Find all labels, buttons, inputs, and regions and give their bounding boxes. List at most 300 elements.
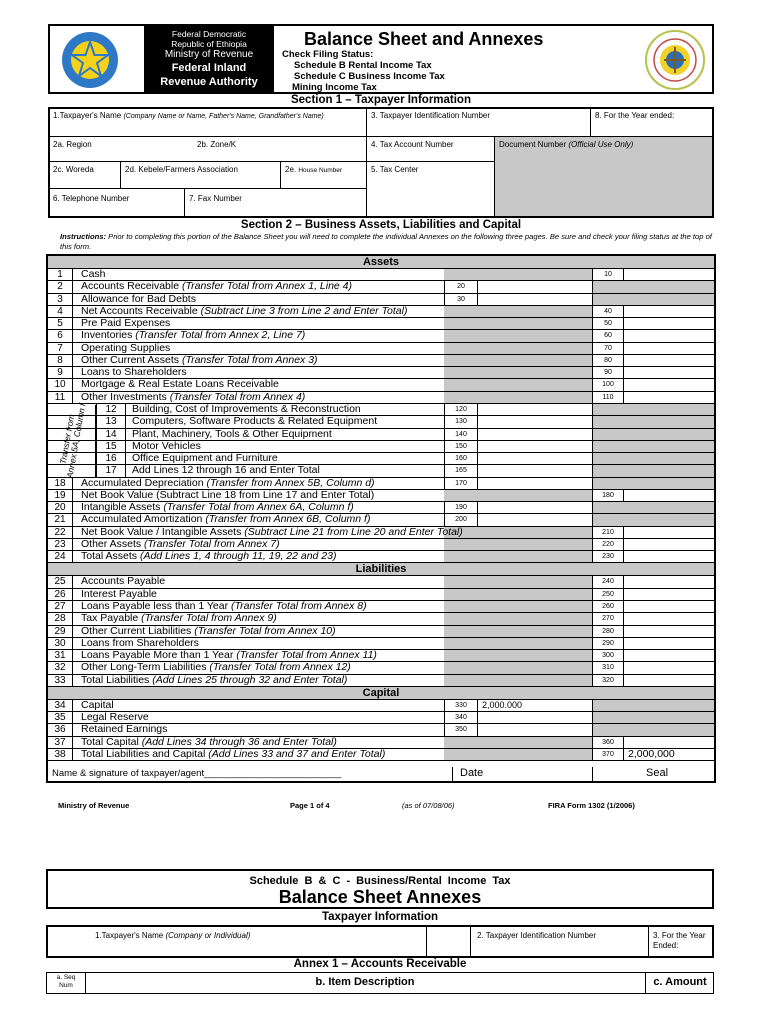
line-description (81, 737, 337, 748)
section1-box (48, 107, 714, 218)
amount-field[interactable] (478, 514, 592, 525)
agency-line-1: Federal Democratic (171, 29, 247, 39)
unused-cell (592, 441, 714, 452)
line-description (81, 576, 165, 587)
line-description (81, 514, 370, 525)
line-number: 9 (48, 367, 73, 378)
unused-cell (592, 281, 714, 292)
tax-account-field[interactable]: 4. Tax Account Number (371, 140, 454, 149)
unused-cell (444, 551, 592, 562)
line-code: 100 (592, 379, 624, 390)
page2-header-box (46, 869, 714, 909)
line-code: 110 (592, 392, 624, 403)
amount-field[interactable] (624, 539, 714, 550)
page2-tin-field[interactable]: 2. Taxpayer Identification Number (477, 931, 597, 940)
amount-field[interactable] (624, 318, 714, 329)
agency-line-3: Ministry of Revenue (164, 49, 254, 60)
authority-seal-icon (644, 29, 706, 91)
amount-field[interactable] (624, 650, 714, 661)
line-description (81, 613, 277, 624)
line-text: Loans to Shareholders (81, 366, 187, 379)
annex1-col-b: b. Item Description (315, 976, 415, 988)
line-number: 27 (48, 601, 73, 612)
line-code: 150 (444, 441, 478, 452)
amount-field[interactable] (478, 502, 592, 513)
header-box (48, 24, 714, 94)
line-text: Other Assets (81, 537, 145, 550)
instructions-label: Instructions: (60, 232, 106, 241)
unused-cell (444, 662, 592, 673)
line-code: 120 (444, 404, 478, 415)
annex1-col-c: c. Amount (653, 976, 707, 988)
line-number: 14 (96, 429, 126, 440)
amount-field[interactable] (478, 429, 592, 440)
page2-taxpayer-box (46, 925, 714, 958)
line-number: 21 (48, 514, 73, 525)
line-text: Other Long-Term Liabilities (81, 661, 210, 674)
signature-field[interactable]: Name & signature of taxpayer/agent__________________________ (52, 768, 342, 779)
line-description (81, 490, 374, 501)
line-code: 220 (592, 539, 624, 550)
ethiopia-emblem-icon (60, 30, 120, 90)
taxpayer-name-note: (Company Name or Name, Father's Name, Grandfather's Name) (123, 113, 324, 120)
seal-field[interactable]: Seal (646, 767, 669, 779)
line-text: Inventories (81, 329, 136, 342)
line-number: 30 (48, 638, 73, 649)
taxpayer-name-field[interactable] (50, 109, 362, 136)
line-text: Accounts Payable (81, 575, 166, 588)
line-text: Net Book Value (Subtract Line 18 from Line 17 and Enter Total) (81, 488, 375, 501)
unused-cell (444, 626, 592, 637)
line-text: Add Lines 12 through 16 and Enter Total (132, 464, 320, 477)
unused-cell (444, 749, 592, 760)
tin-field[interactable]: 3. Taxpayer Identification Number (371, 111, 491, 120)
document-number-field (496, 138, 712, 160)
side-note-text: Transfer from Annex 5A, Column f (57, 402, 88, 479)
line-number: 3 (48, 294, 73, 305)
amount-field[interactable] (624, 330, 714, 341)
unused-cell (444, 343, 592, 354)
line-number: 34 (48, 700, 73, 711)
house-number-label: House Number (298, 167, 343, 174)
line-note: (Transfer Total from Annex 7) (144, 537, 280, 550)
line-text: Total Liabilities (81, 673, 153, 686)
line-number: 17 (96, 465, 126, 476)
line-code: 90 (592, 367, 624, 378)
line-description (81, 601, 367, 612)
line-description (81, 478, 375, 489)
line-number: 6 (48, 330, 73, 341)
line-number: 20 (48, 502, 73, 513)
line-number: 25 (48, 576, 73, 587)
line-note: (Transfer Total from Annex 12) (209, 661, 351, 674)
amount-field[interactable] (624, 527, 714, 538)
line-code: 270 (592, 613, 624, 624)
line-description (81, 675, 347, 686)
line-number: 38 (48, 749, 73, 760)
line-code: 340 (444, 712, 478, 723)
unused-cell (592, 502, 714, 513)
line-code: 280 (592, 626, 624, 637)
line-text: Other Current Assets (81, 353, 182, 366)
assets-band: Assets (48, 256, 714, 269)
line-description (81, 306, 407, 317)
agency-line-2: Republic of Ethiopia (171, 39, 247, 49)
taxpayer-name-label: 1.Taxpayer's Name (53, 111, 122, 120)
unused-cell (592, 514, 714, 525)
line-text: Accumulated Depreciation (81, 476, 207, 489)
line-text: Interest Payable (81, 587, 157, 600)
line-text: Legal Reserve (81, 711, 149, 724)
woreda-field[interactable]: 2c. Woreda (53, 165, 94, 174)
document-number-label: Document Number (499, 140, 567, 149)
line-description (81, 589, 157, 600)
page2-year-field[interactable]: 3. For the Year Ended: (653, 931, 706, 950)
amount-field[interactable] (624, 306, 714, 317)
section2-instructions (60, 232, 720, 252)
line-number: 10 (48, 379, 73, 390)
amount-field[interactable] (624, 355, 714, 366)
table-row (48, 675, 714, 687)
line-code: 370 (592, 749, 624, 760)
unused-cell (444, 576, 592, 587)
line-description (132, 441, 201, 452)
unused-cell (592, 724, 714, 735)
agency-name-1: Federal Inland (171, 62, 247, 74)
unused-cell (444, 589, 592, 600)
line-number: 23 (48, 539, 73, 550)
line-description (81, 330, 305, 341)
line-text: Loans Payable less than 1 Year (81, 600, 232, 613)
line-note: (Transfer Total from Annex 10) (194, 624, 336, 637)
amount-field[interactable] (624, 343, 714, 354)
line-code: 350 (444, 724, 478, 735)
unused-cell (444, 613, 592, 624)
line-number: 18 (48, 478, 73, 489)
line-number: 24 (48, 551, 73, 562)
line-code: 160 (444, 453, 478, 464)
line-description (81, 343, 170, 354)
line-number: 37 (48, 737, 73, 748)
line-text: Capital (81, 698, 114, 711)
line-number: 15 (96, 441, 126, 452)
unused-cell (444, 355, 592, 366)
signature-row (48, 767, 714, 781)
annex1-title: Annex 1 – Accounts Receivable (293, 958, 467, 970)
page2-schedule: Schedule B & C - Business/Rental Income Tax (249, 875, 511, 887)
status-option-schedule-c[interactable]: Schedule C Business Income Tax (294, 71, 445, 82)
unused-cell (444, 379, 592, 390)
line-description (81, 527, 463, 538)
amount-field[interactable] (624, 613, 714, 624)
line-number: 22 (48, 527, 73, 538)
unused-cell (444, 527, 592, 538)
unused-cell (592, 453, 714, 464)
amount-field[interactable] (478, 281, 592, 292)
line-code: 210 (592, 527, 624, 538)
line-number: 12 (96, 404, 126, 415)
line-text: Mortgage & Real Estate Loans Receivable (81, 378, 279, 391)
line-description (81, 712, 149, 723)
page2-taxpayer-info: Taxpayer Information (321, 911, 439, 923)
line-number: 28 (48, 613, 73, 624)
agency-block (144, 26, 274, 92)
date-field[interactable]: Date (460, 767, 484, 779)
line-description (132, 416, 377, 427)
amount-field[interactable] (624, 638, 714, 649)
line-note: (Transfer from Annex 5B, Column d) (206, 476, 375, 489)
line-code: 30 (444, 294, 478, 305)
line-text: Net Accounts Receivable (81, 304, 201, 317)
house-number-prefix: 2e. (285, 165, 297, 174)
line-description (81, 355, 318, 366)
line-number: 13 (96, 416, 126, 427)
amount-field[interactable] (624, 367, 714, 378)
unused-cell (592, 700, 714, 711)
line-text: Total Assets (81, 550, 140, 563)
form-title: Balance Sheet and Annexes (304, 29, 544, 49)
line-text: Other Current Liabilities (81, 624, 195, 637)
line-code: 165 (444, 465, 478, 476)
line-number: 1 (48, 269, 73, 280)
line-number: 31 (48, 650, 73, 661)
line-text: Office Equipment and Furniture (132, 452, 278, 465)
line-description (81, 626, 336, 637)
amount-field[interactable] (478, 416, 592, 427)
line-description (81, 662, 351, 673)
unused-cell (592, 465, 714, 476)
status-option-schedule-b[interactable]: Schedule B Rental Income Tax (294, 60, 432, 71)
table-row (48, 749, 714, 761)
unused-cell (444, 675, 592, 686)
line-text: Other Investments (81, 390, 170, 403)
line-description (81, 700, 114, 711)
amount-field[interactable] (624, 626, 714, 637)
line-note: (Transfer Total from Annex 9) (141, 612, 277, 625)
line-number: 11 (48, 392, 73, 403)
unused-cell (592, 416, 714, 427)
line-code: 290 (592, 638, 624, 649)
line-number: 35 (48, 712, 73, 723)
line-number: 8 (48, 355, 73, 366)
line-note: (Transfer Total from Annex 2, Line 7) (135, 329, 306, 342)
footer-form: FIRA Form 1302 (1/2006) (548, 801, 635, 810)
line-text: Total Capital (81, 735, 142, 748)
amount-field[interactable] (478, 478, 592, 489)
amount-field[interactable] (478, 465, 592, 476)
amount-field[interactable] (478, 453, 592, 464)
line-number: 36 (48, 724, 73, 735)
amount-field[interactable] (624, 490, 714, 501)
amount-field[interactable] (624, 675, 714, 686)
line-code: 310 (592, 662, 624, 673)
line-text: Computers, Software Products & Related Equipment (132, 415, 378, 428)
line-number: 26 (48, 589, 73, 600)
amount-field[interactable] (624, 589, 714, 600)
line-text: Plant, Machinery, Tools & Other Equipment (132, 427, 332, 440)
line-text: Operating Supplies (81, 341, 171, 354)
line-text: Retained Earnings (81, 723, 168, 736)
line-code: 200 (444, 514, 478, 525)
line-description (81, 749, 385, 760)
amount-field[interactable] (624, 662, 714, 673)
unused-cell (592, 712, 714, 723)
line-text: Motor Vehicles (132, 439, 201, 452)
amount-field[interactable]: 2,000,000 (628, 747, 675, 760)
unused-cell (444, 318, 592, 329)
line-text: Net Book Value / Intangible Assets (81, 525, 245, 538)
fax-field[interactable]: 7. Fax Number (189, 194, 242, 203)
amount-field[interactable] (624, 576, 714, 587)
line-description (132, 465, 320, 476)
line-description (81, 650, 377, 661)
kebele-field[interactable]: 2d. Kebele/Farmers Association (125, 165, 238, 174)
unused-cell (592, 478, 714, 489)
line-number: 19 (48, 490, 73, 501)
line-code: 70 (592, 343, 624, 354)
amount-field[interactable] (624, 269, 714, 280)
line-note: (Add Lines 25 through 32 and Enter Total) (152, 673, 348, 686)
liabilities-band: Liabilities (48, 563, 714, 576)
line-number: 29 (48, 626, 73, 637)
line-code: 40 (592, 306, 624, 317)
line-description (81, 392, 305, 403)
line-code: 360 (592, 737, 624, 748)
section2-title: Section 2 – Business Assets, Liabilities and Capital (240, 219, 522, 231)
unused-cell (444, 601, 592, 612)
annex1-col-a: a. Seq Num (56, 974, 76, 989)
line-text: Pre Paid Expenses (81, 317, 171, 330)
line-description (81, 379, 279, 390)
line-code: 80 (592, 355, 624, 366)
footer-as-of: (as of 07/08/06) (402, 801, 455, 810)
line-description (81, 502, 354, 513)
line-text: Loans Payable More than 1 Year (81, 649, 237, 662)
footer-page: Page 1 of 4 (290, 801, 330, 810)
line-number: 4 (48, 306, 73, 317)
amount-field[interactable] (478, 712, 592, 723)
line-number: 7 (48, 343, 73, 354)
amount-field[interactable] (624, 601, 714, 612)
line-description (81, 539, 280, 550)
line-number: 33 (48, 675, 73, 686)
unused-cell (444, 490, 592, 501)
line-description (81, 281, 352, 292)
amount-field[interactable] (624, 737, 714, 748)
table-row (48, 551, 714, 563)
line-code: 190 (444, 502, 478, 513)
year-ended-field[interactable]: 8. For the Year ended: (595, 111, 675, 120)
line-note: (Transfer Total from Annex 11) (236, 649, 377, 662)
line-note: (Transfer Total from Annex 3) (181, 353, 318, 366)
line-code: 260 (592, 601, 624, 612)
unused-cell (444, 269, 592, 280)
capital-band: Capital (48, 687, 714, 700)
amount-field[interactable] (624, 551, 714, 562)
line-note: (Subtract Line 3 from Line 2 and Enter Total) (200, 304, 408, 317)
footer-ministry: Ministry of Revenue (58, 801, 130, 810)
document-number-note: (Official Use Only) (568, 140, 634, 149)
line-description (81, 367, 187, 378)
amount-field[interactable] (478, 294, 592, 305)
line-description (81, 269, 106, 280)
line-note: (Transfer Total from Annex 1, Line 4) (181, 280, 353, 293)
line-code: 20 (444, 281, 478, 292)
line-code: 10 (592, 269, 624, 280)
line-code: 230 (592, 551, 624, 562)
line-number: 2 (48, 281, 73, 292)
line-description (132, 453, 278, 464)
amount-field[interactable] (624, 379, 714, 390)
unused-cell (444, 638, 592, 649)
line-code: 240 (592, 576, 624, 587)
unused-cell (444, 539, 592, 550)
line-code: 60 (592, 330, 624, 341)
line-description (81, 638, 199, 649)
line-code: 320 (592, 675, 624, 686)
unused-cell (444, 367, 592, 378)
line-note: (Transfer Total from Annex 8) (231, 600, 367, 613)
telephone-field[interactable]: 6. Telephone Number (53, 194, 130, 203)
amount-field[interactable] (624, 392, 714, 403)
check-filing-status-label: Check Filing Status: (282, 49, 374, 60)
unused-cell (444, 330, 592, 341)
amount-field[interactable] (478, 404, 592, 415)
unused-cell (444, 392, 592, 403)
line-code: 130 (444, 416, 478, 427)
line-text: Intangible Assets (81, 501, 164, 514)
instructions-text: Prior to completing this portion of the Balance Sheet you will need to complete the individual Annexes on the following three pages. Be sure and check your filing status at the top of this form. (60, 232, 712, 251)
agency-name-2: Revenue Authority (160, 76, 258, 88)
line-text: Loans from Shareholders (81, 636, 199, 649)
unused-cell (592, 404, 714, 415)
line-text: Allowance for Bad Debts (81, 292, 196, 305)
house-number-field[interactable] (282, 163, 366, 187)
page2-name-note: (Company or Individual) (165, 931, 251, 940)
unused-cell (444, 737, 592, 748)
page2-name-label: 1.Taxpayer's Name (95, 931, 164, 940)
line-code: 170 (444, 478, 478, 489)
line-description (132, 404, 361, 415)
amount-field[interactable] (478, 724, 592, 735)
line-note: (Transfer Total from Annex 6A, Column f) (163, 501, 354, 514)
line-description (81, 551, 337, 562)
amount-field[interactable] (478, 441, 592, 452)
line-description (81, 724, 167, 735)
line-text: Accounts Receivable (81, 280, 182, 293)
line-code: 50 (592, 318, 624, 329)
line-note: (Transfer from Annex 6B, Column f) (205, 513, 371, 526)
unused-cell (444, 306, 592, 317)
line-note: (Add Lines 1, 4 through 11, 19, 22 and 23) (139, 550, 337, 563)
line-code: 250 (592, 589, 624, 600)
page2-name-field[interactable] (92, 929, 472, 943)
unused-cell (592, 294, 714, 305)
line-text: Total Liabilities and Capital (81, 747, 209, 760)
line-code: 330 (444, 700, 478, 711)
status-option-mining[interactable]: Mining Income Tax (292, 82, 377, 93)
amount-field[interactable]: 2,000.000 (482, 699, 523, 710)
line-description (81, 318, 170, 329)
line-number: 16 (96, 453, 126, 464)
line-text: Building, Cost of Improvements & Reconstruction (132, 402, 361, 415)
line-text: Accumulated Amortization (81, 513, 206, 526)
line-description (81, 294, 196, 305)
line-description (132, 429, 332, 440)
region-field[interactable]: 2a. Region (53, 140, 92, 149)
zone-field[interactable]: 2b. Zone/K (197, 140, 237, 149)
tax-center-field[interactable]: 5. Tax Center (371, 165, 419, 174)
